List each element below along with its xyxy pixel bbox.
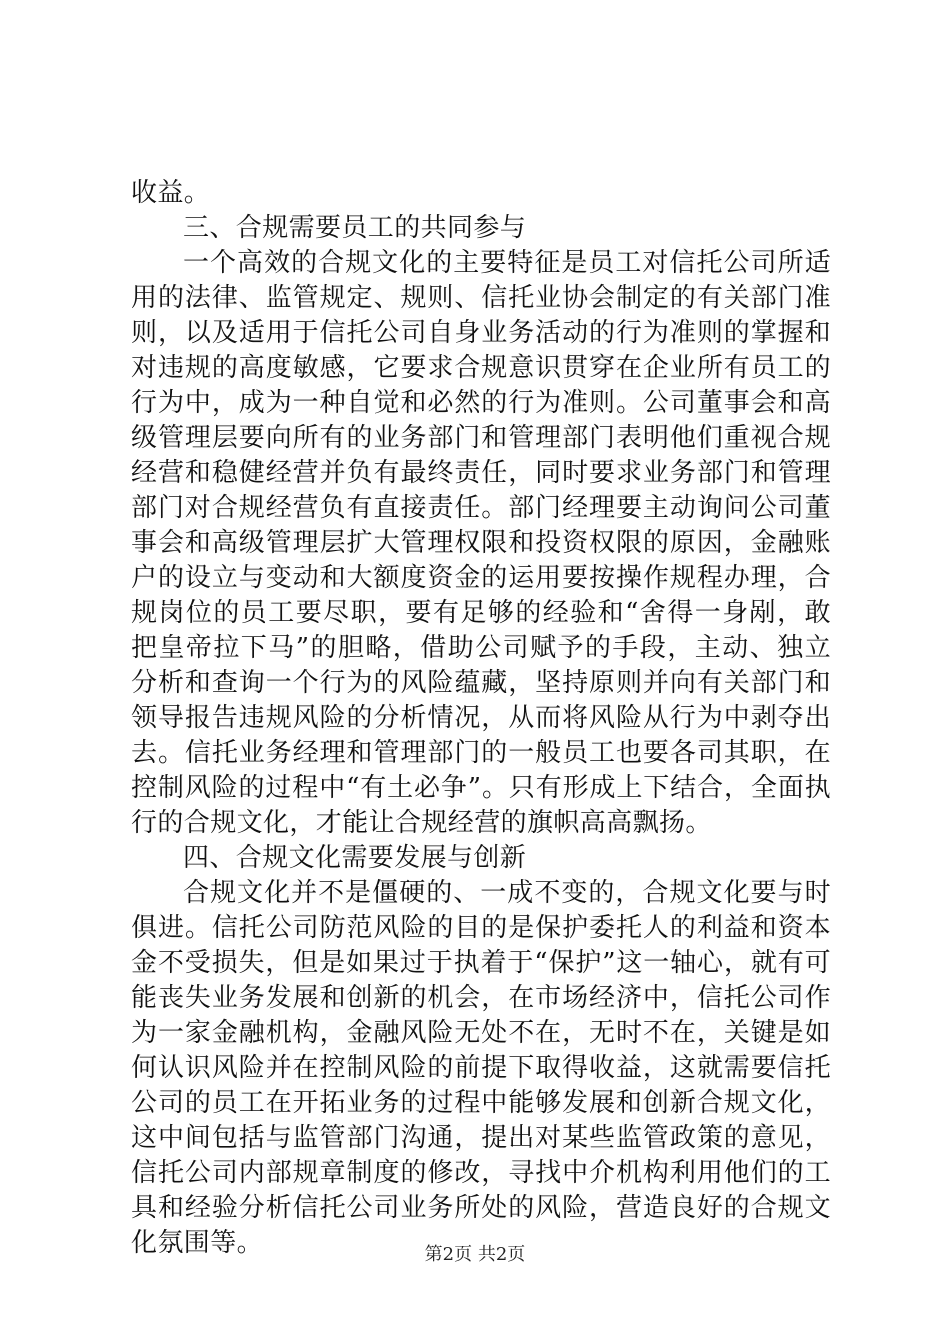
document-body (131, 176, 831, 1261)
section-heading-4: 四、合规文化需要发展与创新 (183, 843, 527, 873)
section-heading-3: 三、合规需要员工的共同参与 (183, 213, 527, 243)
paragraph-continuation: 收益。 (131, 178, 211, 208)
page-footer: 第2页 共2页 (424, 1244, 526, 1265)
paragraph-body-2: 合规文化并不是僵硬的、一成不变的，合规文化要与时俱进。信托公司防范风险的目的是保护委托人的利益和资本金不受损失，但是如果过于执着于“保护”这一轴心，就有可能丧失业务发展和创新的机会，在市场经济中，信托公司作为一家金融机构，金融风险无处不在，无时不在，关键是如何认识风险并在控制风险的前提下取得收益，这就需要信托公司的员工在开拓业务的过程中能够发展和创新合规文化，这中间包括与监管部门沟通，提出对某些监管政策的意见，信托公司内部规章制度的修改，寻找中介机构利用他们的工具和经验分析信托公司业务所处的风险，营造良好的合规文化氛围等。 (131, 878, 831, 1258)
paragraph-body-1: 一个高效的合规文化的主要特征是员工对信托公司所适用的法律、监管规定、规则、信托业协会制定的有关部门准则，以及适用于信托公司自身业务活动的行为准则的掌握和对违规的高度敏感，它要求合规意识贯穿在企业所有员工的行为中，成为一种自觉和必然的行为准则。公司董事会和高级管理层要向所有的业务部门和管理部门表明他们重视合规经营和稳健经营并负有最终责任，同时要求业务部门和管理部门对合规经营负有直接责任。部门经理要主动询问公司董事会和高级管理层扩大管理权限和投资权限的原因，金融账户的设立与变动和大额度资金的运用要按操作规程办理，合规岗位的员工要尽职，要有足够的经验和“舍得一身剐，敢把皇帝拉下马”的胆略，借助公司赋予的手段，主动、独立分析和查询一个行为的风险蕴藏，坚持原则并向有关部门和领导报告违规风险的分析情况，从而将风险从行为中剥夺出去。信托业务经理和管理部门的一般员工也要各司其职，在控制风险的过程中“有土必争”。只有形成上下结合，全面执行的合规文化，才能让合规经营的旗帜高高飘扬。 (131, 248, 831, 838)
